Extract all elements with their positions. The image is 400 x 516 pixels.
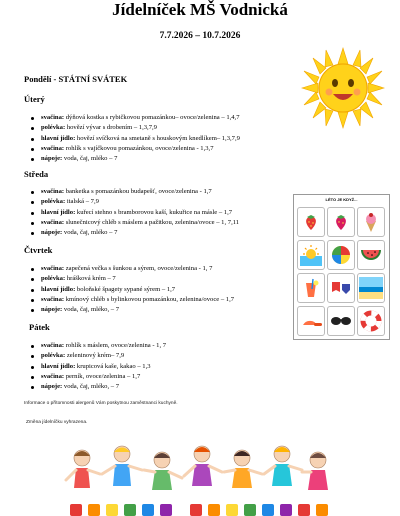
meal-label: hlavní jídlo: [41, 285, 76, 293]
menu-list-thursday [30, 264, 295, 315]
menu-list-friday [30, 341, 295, 392]
lifebuoy-icon [357, 306, 385, 336]
day-heading: Úterý [24, 94, 45, 104]
ice-cream-icon [357, 207, 385, 237]
list-item [30, 382, 295, 392]
strawberry-icon [297, 207, 325, 237]
day-heading: Čtvrtek [24, 245, 53, 255]
meal-text: dýňová kostka s rybičkovou pomazánkou– ovoce/zelenina – 1,4,7 [64, 114, 240, 121]
summer-picture-card [293, 194, 390, 340]
day-heading: Středa [24, 169, 49, 179]
meal-text: zeleninový krém– 7,9 [65, 352, 125, 360]
drink-icon [297, 273, 325, 303]
meal-label: nápoje: [41, 306, 63, 314]
meal-label: svačina: [41, 114, 65, 121]
meal-label: svačina: [41, 372, 65, 380]
meal-label: nápoje: [41, 383, 63, 391]
meal-label: hlavní jídlo: [41, 208, 76, 216]
children-illustration [60, 440, 335, 516]
meal-label: nápoje: [41, 229, 63, 237]
strawberry-icon [327, 207, 355, 237]
meal-text: banketka s pomazánkou budapešť, ovoce/zelenina - 1,7 [64, 188, 212, 195]
meal-label: polévka: [41, 275, 66, 283]
meal-text: zapečená večka s šunkou a sýrem, ovoce/zelenina - 1, 7 [64, 265, 213, 272]
meal-text: krupicová kaše, kakao – 1,3 [75, 362, 151, 370]
meal-text: voda, čaj, mléko – 7 [62, 229, 118, 237]
list-item [30, 154, 295, 164]
meal-label: hlavní jídlo: [41, 362, 76, 370]
date-range: 7.7.2026 – 10.7.2026 [159, 31, 241, 41]
page-title: Jídelníček MŠ Vodnická [112, 0, 288, 19]
menu-list-wednesday [30, 187, 295, 238]
meal-label: svačina: [41, 188, 65, 195]
list-item [30, 218, 295, 228]
meal-text: kuřecí stehno s bramborovou kaší, kukuřice na másle – 1,7 [75, 208, 233, 216]
meal-text: hrášková krém – 7 [65, 275, 116, 283]
change-note: Změna jídelníčku vyhrazena. [26, 420, 88, 425]
allergen-note: Informace o přítomnosti alergenů Vám poskytnou zaměstnanci kuchyně. [24, 401, 178, 406]
day-heading: Pátek [29, 322, 50, 332]
meal-text: italská – 7,9 [65, 198, 99, 206]
sun-icon [298, 46, 388, 130]
list-item [30, 197, 295, 207]
meal-text: kmínový chléb s bylinkovou pomazánkou, zelenina/ovoce – 1,7 [64, 295, 235, 303]
meal-text: boloňské špagety sypané sýrem – 1,7 [75, 285, 176, 293]
beach-ball-icon [327, 240, 355, 270]
list-item [30, 134, 295, 144]
list-item [30, 305, 295, 315]
monday-holiday: Pondělí - STÁTNÍ SVÁTEK [24, 74, 128, 84]
meal-text: perník, ovoce/zelenina – 1,7 [64, 372, 141, 380]
meal-text: hovězí svíčková na smetaně s houskovým knedlíkem– 1,3,7,9 [75, 134, 240, 142]
list-item [30, 295, 295, 305]
meal-label: svačina: [41, 265, 65, 272]
meal-text: hovězí vývar s drobením – 1,3,7,9 [65, 124, 157, 132]
meal-label: nápoje: [41, 155, 63, 163]
sunglasses-icon [327, 306, 355, 336]
meal-text: voda, čaj, mléko, – 7 [62, 383, 120, 391]
sea-icon [357, 273, 385, 303]
sun-icon [297, 240, 325, 270]
summer-icon-grid [297, 207, 386, 336]
list-item [30, 372, 295, 382]
list-item [30, 351, 295, 361]
list-item [30, 264, 295, 274]
meal-label: polévka: [41, 352, 66, 360]
meal-label: polévka: [41, 198, 66, 206]
meal-label: svačina: [41, 342, 65, 349]
list-item [30, 187, 295, 197]
meal-text: slunečnicový chléb s máslem a pažitkou, zelenina/ovoce – 1, 7,11 [64, 218, 240, 226]
meal-label: svačina: [41, 144, 65, 152]
list-item [30, 274, 295, 284]
meal-label: svačina: [41, 218, 65, 226]
swimsuit-icon [327, 273, 355, 303]
list-item [30, 123, 295, 133]
watermelon-icon [357, 240, 385, 270]
list-item [30, 362, 295, 372]
cap-icon [297, 306, 325, 336]
list-item [30, 228, 295, 238]
menu-list-tuesday [30, 113, 295, 164]
list-item [30, 285, 295, 295]
meal-text: voda, čaj, mléko, – 7 [62, 306, 120, 314]
list-item [30, 144, 295, 154]
meal-text: rohlík s máslem, ovoce/zelenina - 1, 7 [64, 342, 167, 349]
meal-text: voda, čaj, mléko – 7 [62, 155, 118, 163]
meal-label: hlavní jídlo: [41, 134, 76, 142]
meal-label: polévka: [41, 124, 66, 132]
list-item [30, 341, 295, 351]
meal-label: svačina: [41, 295, 65, 303]
summer-card-caption: LÉTO JE KDYŽ... [325, 197, 358, 202]
list-item [30, 208, 295, 218]
meal-text: rohlík s vajíčkovou pomazánkou, ovoce/zelenina - 1,3,7 [64, 144, 214, 152]
list-item [30, 113, 295, 123]
